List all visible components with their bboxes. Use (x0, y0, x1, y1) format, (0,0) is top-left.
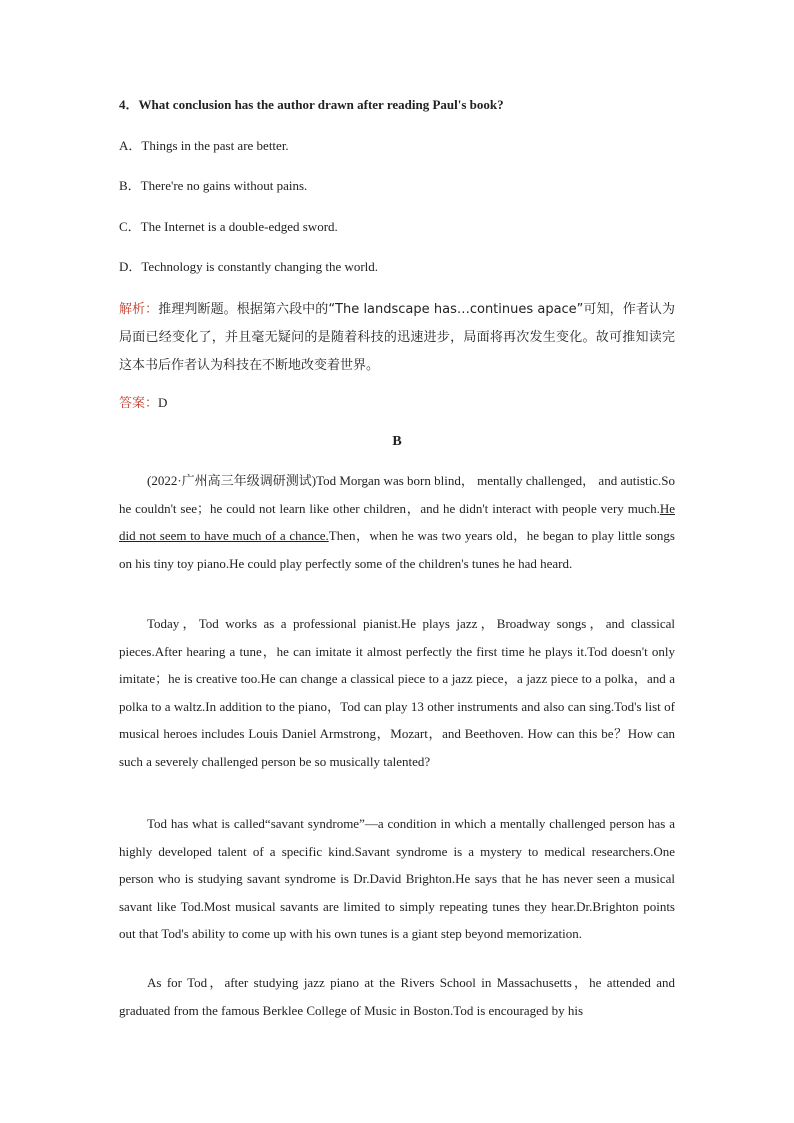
question-4: 4．What conclusion has the author drawn after reading Paul's book? (119, 97, 504, 112)
passage-paragraph-2 (119, 610, 675, 775)
passage-paragraph-4 (119, 969, 675, 1024)
analysis-text: 推理判断题。根据第六段中的“The landscape has…continues apace”可知，作者认为局面已经变化了，并且毫无疑问的是随着科技的迅速进步，局面将再次发生变化。故可推知读完这本书后作者认为科技在不断地改变着世界。 (119, 302, 675, 373)
passage-p2: Today，Tod works as a professional pianist.He plays jazz，Broadway songs，and classical pieces.After hearing a tune，he can imitate it almost perfectly the first time he plays it.Tod doesn't only imitate；he is creative too.He can change a classical piece to a jazz piece，a jazz piece to a polka，and a polka to a waltz.In addition to the piano，Tod can play 13 other instruments and also can sing.Tod's list of musical heroes includes Louis Daniel Armstrong，Mozart，and Beethoven. How can this be？How can such a severely challenged person be so musically talented? (119, 616, 675, 769)
option-d: D．Technology is constantly changing the world. (119, 259, 379, 274)
option-a: A．Things in the past are better. (119, 138, 289, 153)
underlined-sentence: He did not seem to have much of a chance. (119, 500, 675, 543)
passage-paragraph-1 (119, 467, 675, 577)
passage-paragraph-3 (119, 810, 675, 948)
analysis-block (119, 295, 675, 379)
option-c: C．The Internet is a double-edged sword. (119, 219, 338, 234)
analysis-label: 解析： (119, 302, 159, 317)
passage-p4: As for Tod，after studying jazz piano at the Rivers School in Massachusetts，he attended and graduated from the famous Berklee College of Music in Boston.Tod is encouraged by his (119, 975, 675, 1018)
answer-line (119, 395, 167, 412)
passage-p3: Tod has what is called“savant syndrome”—a condition in which a mentally challenged person has a highly developed talent of a specific kind.Savant syndrome is a mystery to medical researchers.One person who is studying savant syndrome is Dr.David Brighton.He says that he has never seen a musical savant like Tod.Most musical savants are limited to simply repeating tunes they hear.Dr.Brighton points out that Tod's ability to come up with his own tunes is a giant step beyond memorization. (119, 816, 675, 941)
passage-p1-end: Then，when he was two years old，he began to play little songs on his tiny toy piano.He could play perfectly some of the children's tunes he had heard. (119, 528, 675, 571)
section-heading: B (392, 434, 402, 449)
passage-p1-start: (2022·广州高三年级调研测试)Tod Morgan was born blind， mentally challenged， and autistic.So he couldn't see；he could not learn like other children，and he didn't interact with people very much. (119, 473, 675, 516)
answer-value: D (158, 395, 168, 410)
option-b: B．There're no gains without pains. (119, 178, 308, 193)
answer-label: 答案： (119, 396, 159, 411)
